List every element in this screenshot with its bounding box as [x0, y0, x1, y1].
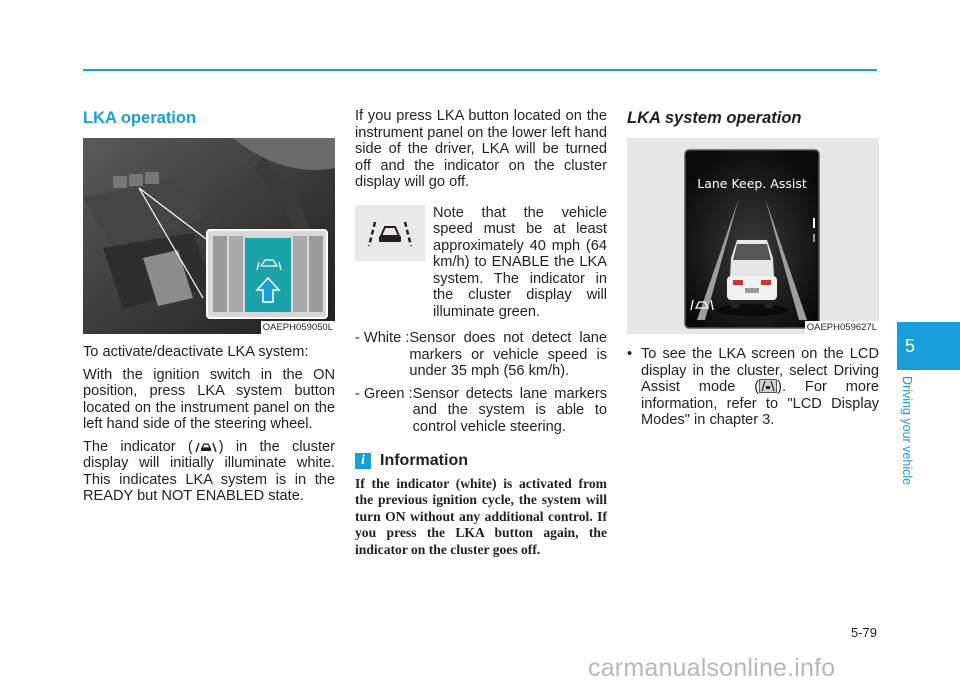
note-text: Note that the vehicle speed must be at least approximately 40 mph (64 km/h) to ENABLE the LKA system. The indicator in the cluster display will illuminate green.: [433, 204, 607, 320]
figure-lka-button: [83, 138, 335, 334]
status-list: [355, 330, 607, 435]
text-segment: ) in the cluster display will initially illuminate white. This indicates LKA system is in the READY but NOT ENABLED state.: [83, 438, 335, 504]
list-text: Sensor does not detect lane markers or vehicle speed is under 35 mph (56 km/h).: [409, 330, 607, 379]
header-rule: [83, 69, 877, 71]
text-segment: The indicator (: [83, 438, 193, 455]
page-number: 5-79: [850, 625, 877, 640]
cluster-screen-illustration: [627, 138, 879, 334]
information-title: Information: [380, 452, 468, 469]
list-label: - Green :: [355, 385, 413, 402]
section-heading-lka-operation: LKA operation: [83, 109, 197, 127]
text-segment: ). For more information, refer to "LCD Display Modes" in chapter 3.: [641, 379, 879, 428]
screen-title: Lane Keep. Assist: [697, 176, 807, 191]
bullet-text: [641, 346, 879, 429]
driving-assist-mode-icon: [759, 379, 777, 393]
note-block: [355, 205, 607, 327]
list-label: - White :: [355, 330, 410, 346]
watermark: carmanualsonline.info: [588, 654, 836, 682]
section-heading-lka-system-operation: LKA system operation: [627, 109, 802, 127]
dashboard-illustration: [83, 138, 335, 334]
figure-code: OAEPH059627L: [806, 322, 877, 333]
information-icon: i: [355, 453, 371, 469]
intro-text: To activate/deactivate LKA system:: [83, 344, 309, 360]
figure-code: OAEPH059050L: [262, 322, 333, 333]
list-item-white: [355, 330, 607, 380]
information-text: If the indicator (white) is activated from the previous ignition cycle, the system will turn ON without any additional control. If you press the LKA button again, the indicator on the cluster goes off.: [355, 475, 607, 557]
column-2: [355, 108, 607, 558]
list-text: Sensor detects lane markers and the system is able to control vehicle steering.: [412, 385, 607, 435]
text-segment: To see the LKA screen on the LCD display in the cluster, select Driving Assist mode (: [641, 346, 879, 395]
column-1: [83, 108, 335, 511]
paragraph-indicator: [83, 439, 335, 505]
list-item-green: [355, 386, 607, 436]
figure-cluster-display: [627, 138, 879, 334]
bullet-item: [627, 346, 879, 435]
bullet-dot: •: [627, 346, 633, 362]
paragraph: With the ignition switch in the ON position, press LKA system button located on the instrument panel on the left hand side of the steering wheel.: [83, 366, 335, 432]
chapter-tab: [897, 322, 960, 370]
chapter-title: Driving your vehicle: [900, 376, 914, 486]
chapter-number: 5: [904, 335, 915, 356]
paragraph: If you press LKA button located on the instrument panel on the lower left hand side of the driver, LKA will be turned off and the indicator on the cluster display will go off.: [355, 108, 607, 190]
information-heading: [355, 453, 607, 470]
lka-indicator-box: [355, 205, 425, 261]
chapter-title-vertical: [897, 376, 917, 506]
lka-indicator-large-icon: [365, 216, 415, 250]
lka-indicator-icon: [193, 439, 219, 453]
column-3: [627, 108, 879, 435]
